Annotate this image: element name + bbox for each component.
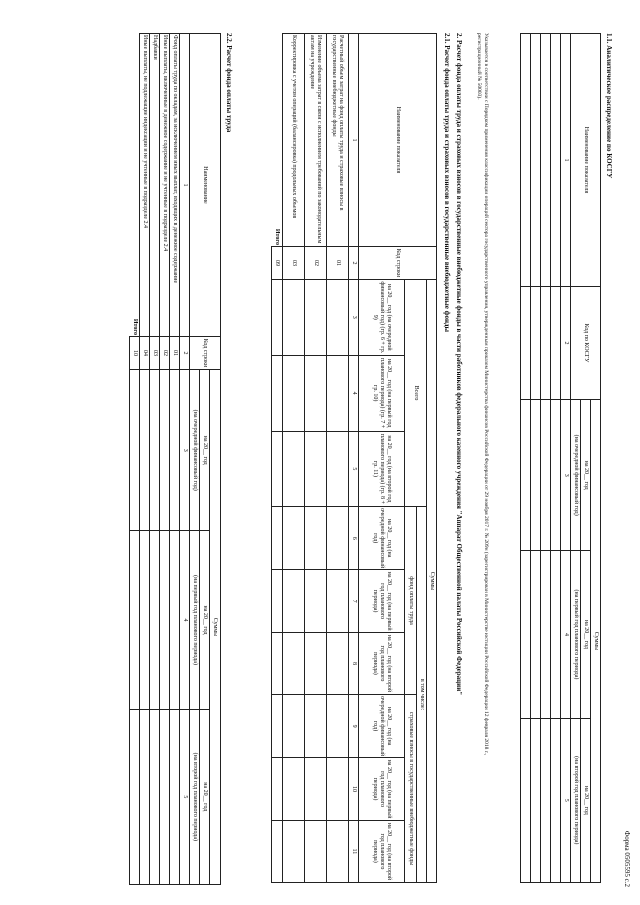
row-name: Корректировка с учетом операций (балансировка) продольных объемов bbox=[283, 34, 305, 247]
header-kosgu: Код по КОСГУ bbox=[571, 287, 601, 400]
header-year-1-sub: (на очередной финансовый год) bbox=[571, 400, 581, 551]
value-cell bbox=[305, 758, 327, 821]
value-cell bbox=[327, 280, 349, 356]
total-label: Итого bbox=[130, 34, 140, 337]
value-cell bbox=[283, 758, 305, 821]
row-code: 03 bbox=[283, 247, 305, 280]
value-cell bbox=[283, 570, 305, 633]
value-cell bbox=[283, 507, 305, 570]
empty-cell bbox=[551, 400, 561, 551]
value-cell bbox=[272, 695, 283, 758]
value-cell bbox=[160, 370, 170, 531]
header-col-4: на 20__ год (на первый год планового периода) (гр. 7 + гр. 10) bbox=[359, 355, 405, 431]
value-cell bbox=[305, 632, 327, 694]
section-2-title: 2. Расчет фонда оплаты труда и страховых взносов в государственные внебюджетные фонды в части работников федерального казенного учреждения "Аппарат Общественной палаты Российской Федерации" bbox=[455, 33, 463, 696]
row-name: Расчетный объем затрат на фонд оплаты труда и страховые взносы в государственные внебюджетные фонды bbox=[327, 34, 349, 247]
col-number: 2 bbox=[349, 247, 359, 280]
value-cell bbox=[150, 531, 160, 709]
value-cell bbox=[283, 695, 305, 758]
value-cell bbox=[170, 709, 180, 884]
header-col-10: на 20__ год (на первый год планового периода) bbox=[359, 758, 405, 821]
header-year-2: на 20__ год bbox=[581, 551, 591, 718]
value-cell bbox=[150, 709, 160, 884]
header-col-6: на 20__ год (на очередной финансовый год) bbox=[359, 507, 405, 570]
empty-cell bbox=[541, 287, 551, 400]
empty-cell bbox=[551, 287, 561, 400]
header-col-3: на 20__ год (на очередной финансовый год) (гр. 6 + гр. 9) bbox=[359, 280, 405, 356]
header-year-1: на 20__ год bbox=[581, 400, 591, 551]
header-year-2-sub: (на первый год планового периода) bbox=[190, 531, 200, 709]
empty-cell bbox=[531, 551, 541, 718]
value-cell bbox=[272, 820, 283, 882]
section-2-1-title: 2.1. Расчет фонда оплаты труда и страховых взносов в государственные внебюджетные фонды bbox=[443, 33, 451, 333]
header-total: Всего bbox=[405, 280, 427, 507]
col-number: 8 bbox=[349, 632, 359, 694]
kosgu-table bbox=[520, 33, 601, 883]
table-row bbox=[283, 34, 305, 883]
col-number: 5 bbox=[561, 718, 571, 882]
col-number: 5 bbox=[349, 431, 359, 506]
header-year-3: на 20__ год bbox=[200, 709, 210, 884]
value-cell bbox=[130, 709, 140, 884]
row-code: 04 bbox=[140, 337, 150, 370]
table-row bbox=[170, 34, 180, 885]
col-number: 9 bbox=[349, 695, 359, 758]
table-row bbox=[305, 34, 327, 883]
value-cell bbox=[272, 431, 283, 506]
row-code: 02 bbox=[305, 247, 327, 280]
col-number: 2 bbox=[561, 287, 571, 400]
value-cell bbox=[272, 570, 283, 633]
section-1-1-title: 1.1. Аналитическое распределение по КОСГУ bbox=[605, 33, 613, 179]
col-number: 4 bbox=[349, 355, 359, 431]
row-name: Изменение объема затрат в связи с исполнением требований по законодательным актам на учреждение bbox=[305, 34, 327, 247]
header-col-7: на 20__ год (на первый год планового периода) bbox=[359, 570, 405, 633]
row-code: 03 bbox=[150, 337, 160, 370]
value-cell bbox=[327, 632, 349, 694]
col-number: 2 bbox=[180, 337, 190, 370]
total-label: Итого bbox=[272, 34, 283, 247]
value-cell bbox=[305, 570, 327, 633]
header-year-3: на 20__ год bbox=[581, 718, 591, 882]
value-cell bbox=[327, 758, 349, 821]
empty-cell bbox=[551, 34, 561, 287]
value-cell bbox=[305, 820, 327, 882]
value-cell bbox=[305, 431, 327, 506]
row-name: Надбавки bbox=[150, 34, 160, 337]
row-name: Фонд оплаты труда по окладам, за исключением иных выплат, входящих в денежное содержание bbox=[170, 34, 180, 337]
value-cell bbox=[327, 431, 349, 506]
col-number: 1 bbox=[180, 34, 190, 337]
total-row bbox=[272, 34, 283, 883]
form-number: Форма 0505595 с.2 bbox=[623, 830, 631, 887]
header-year-2-sub: (на первый год планового периода) bbox=[571, 551, 581, 718]
col-number: 4 bbox=[180, 531, 190, 709]
value-cell bbox=[283, 280, 305, 356]
value-cell bbox=[160, 709, 170, 884]
header-payroll-fund: фонд оплаты труда bbox=[405, 507, 417, 695]
value-cell bbox=[272, 507, 283, 570]
col-number: 6 bbox=[349, 507, 359, 570]
col-number: 3 bbox=[180, 370, 190, 531]
header-col-9: на 20__ год (на очередной финансовый год) bbox=[359, 695, 405, 758]
total-code: 10 bbox=[130, 337, 140, 370]
row-code: 02 bbox=[160, 337, 170, 370]
table-row bbox=[150, 34, 160, 885]
value-cell bbox=[140, 531, 150, 709]
row-name: Иные выплаты, включенные в денежное содержание и не учтенные в подразделе 2.4 bbox=[160, 34, 170, 337]
header-col-8: на 20__ год (на второй год планового периода) bbox=[359, 632, 405, 694]
col-number: 5 bbox=[180, 709, 190, 884]
row-code: 01 bbox=[170, 337, 180, 370]
value-cell bbox=[283, 632, 305, 694]
value-cell bbox=[327, 820, 349, 882]
value-cell bbox=[327, 695, 349, 758]
value-cell bbox=[130, 531, 140, 709]
empty-cell bbox=[521, 400, 531, 551]
empty-cell bbox=[551, 551, 561, 718]
empty-cell bbox=[541, 34, 551, 287]
header-year-3-sub: (на второй год планового периода) bbox=[571, 718, 581, 882]
empty-cell bbox=[521, 287, 531, 400]
value-cell bbox=[150, 370, 160, 531]
total-code: 09 bbox=[272, 247, 283, 280]
empty-cell bbox=[551, 718, 561, 882]
value-cell bbox=[327, 355, 349, 431]
header-year-3-sub: (на второй год планового периода) bbox=[190, 709, 200, 884]
value-cell bbox=[272, 632, 283, 694]
value-cell bbox=[160, 531, 170, 709]
value-cell bbox=[272, 355, 283, 431]
table-row bbox=[327, 34, 349, 883]
value-cell bbox=[140, 709, 150, 884]
payroll-insurance-table bbox=[271, 33, 437, 883]
table-row bbox=[160, 34, 170, 885]
rotated-document-page bbox=[15, 15, 635, 895]
value-cell bbox=[305, 355, 327, 431]
col-number: 7 bbox=[349, 570, 359, 633]
header-col-11: на 20__ год (на второй год планового периода) bbox=[359, 820, 405, 882]
value-cell bbox=[170, 531, 180, 709]
table-row bbox=[140, 34, 150, 885]
col-number: 10 bbox=[349, 758, 359, 821]
value-cell bbox=[170, 370, 180, 531]
col-number: 1 bbox=[561, 34, 571, 287]
empty-cell bbox=[521, 551, 531, 718]
header-name: Наименование показателя bbox=[571, 34, 601, 287]
header-code: Код строки bbox=[190, 337, 221, 370]
payroll-fund-table bbox=[129, 33, 221, 885]
header-year-2: на 20__ год bbox=[200, 531, 210, 709]
value-cell bbox=[130, 370, 140, 531]
value-cell bbox=[272, 280, 283, 356]
empty-cell bbox=[541, 551, 551, 718]
empty-cell bbox=[521, 34, 531, 287]
empty-cell bbox=[541, 400, 551, 551]
header-code: Код строки bbox=[359, 247, 437, 280]
header-sums: Суммы bbox=[427, 280, 437, 883]
header-including: в том числе: bbox=[417, 507, 427, 883]
value-cell bbox=[305, 507, 327, 570]
section-2-2-title: 2.2. Расчет фонда оплаты труда bbox=[225, 33, 233, 133]
value-cell bbox=[283, 355, 305, 431]
value-cell bbox=[305, 695, 327, 758]
footnote: Указывается в соответствии с Порядком применения классификации операций сектора государственного управления, утвержденным приказом Министерства финансов Российской Федерации от 29 ноября 2017 г. № 209н (зарегистрирован в Министерстве юстиции Российской Федерации 12 февраля 2018 г., регистрационный № 50003). bbox=[476, 33, 489, 756]
empty-cell bbox=[521, 718, 531, 882]
empty-cell bbox=[531, 287, 541, 400]
row-name: Иные выплаты, не подлежащие индексации и не учтенные в подразделе 2.4 bbox=[140, 34, 150, 337]
value-cell bbox=[140, 370, 150, 531]
col-number: 3 bbox=[561, 400, 571, 551]
value-cell bbox=[283, 431, 305, 506]
total-row bbox=[130, 34, 140, 885]
value-cell bbox=[327, 570, 349, 633]
header-name: Наименование показателя bbox=[359, 34, 437, 247]
value-cell bbox=[305, 280, 327, 356]
col-number: 11 bbox=[349, 820, 359, 882]
col-number: 4 bbox=[561, 551, 571, 718]
row-code: 01 bbox=[327, 247, 349, 280]
header-sums: Суммы bbox=[591, 400, 601, 883]
value-cell bbox=[327, 507, 349, 570]
col-number: 3 bbox=[349, 280, 359, 356]
header-year-1-sub: (на очередной финансовый год) bbox=[190, 370, 200, 531]
value-cell bbox=[283, 820, 305, 882]
header-col-5: на 20__ год (на второй год планового периода) (гр. 8 + гр. 11) bbox=[359, 431, 405, 506]
empty-cell bbox=[541, 718, 551, 882]
empty-cell bbox=[531, 400, 541, 551]
header-name: Наименование bbox=[190, 34, 221, 337]
header-insurance: страховые взносы в государственные внебюджетные фонды bbox=[405, 695, 417, 883]
empty-cell bbox=[531, 718, 541, 882]
header-sums: Суммы bbox=[210, 370, 221, 885]
value-cell bbox=[272, 758, 283, 821]
header-year-1: на 20__ год bbox=[200, 370, 210, 531]
col-number: 1 bbox=[349, 34, 359, 247]
empty-cell bbox=[531, 34, 541, 287]
